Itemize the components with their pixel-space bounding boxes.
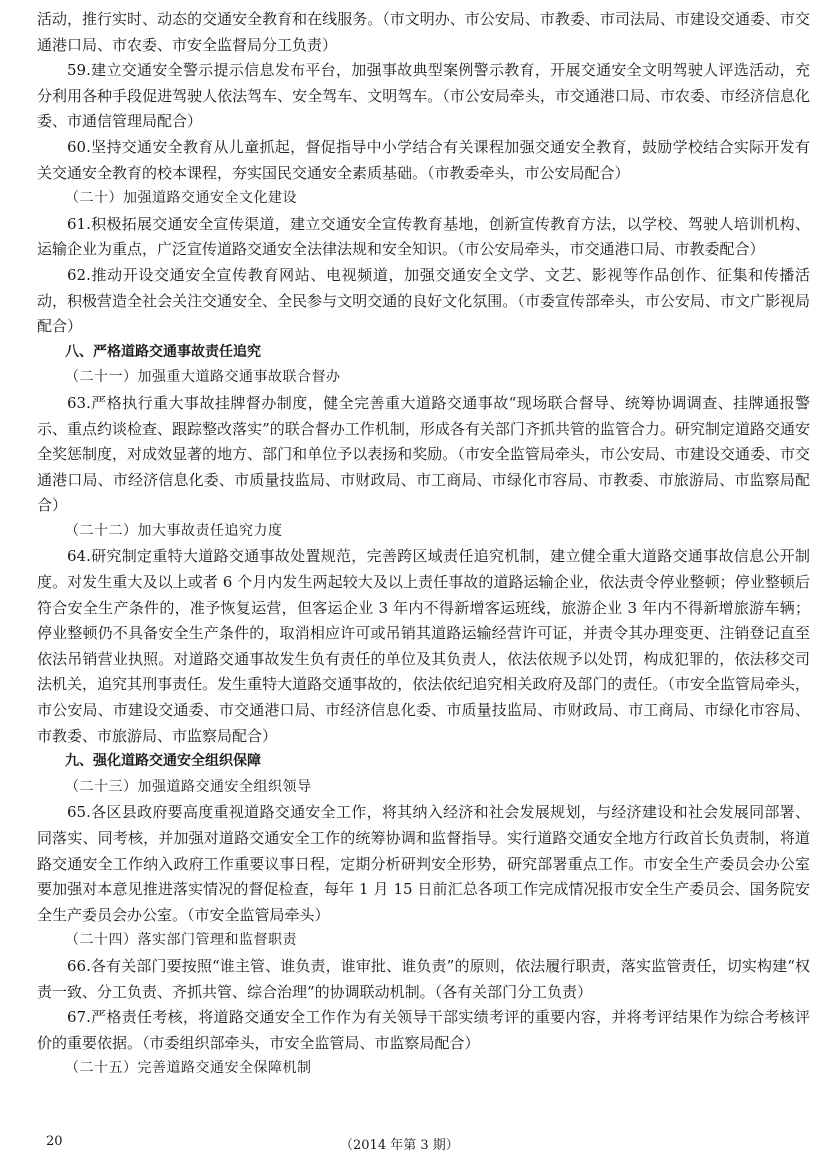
section-heading-9: 九、强化道路交通安全组织保障: [65, 753, 261, 770]
subheading-23: （二十三）加强道路交通安全组织领导: [65, 778, 312, 795]
subheading-21: （二十一）加强重大道路交通事故联合督办: [65, 369, 341, 386]
paragraph-59: 59.建立交通安全警示提示信息发布平台，加强事故典型案例警示教育，开展交通安全文明驾驶人评选活动，充分利用各种手段促进驾驶人依法驾车、安全驾车、文明驾车。（市公安局牵头，市交通港口局、市农委、市经济信息化委、市通信管理局配合）: [37, 61, 810, 131]
paragraph-65: 65.各区县政府要高度重视道路交通安全工作，将其纳入经济和社会发展规划，与经济建设和社会发展同部署、同落实、同考核，并加强对道路交通安全工作的统筹协调和监督指导。实行道路交通安全地方行政首长负责制，将道路交通安全工作纳入政府工作重要议事日程，定期分析研判安全形势，研究部署重点工作。市安全生产委员会办公室要加强对本意见推进落实情况的督促检查，每年 1 月 15 日前汇总各项工作完成情况报市安全生产委员会、国务院安全生产委员会办公室。（市安全监管局牵头）: [37, 803, 810, 924]
paragraph-64: 64.研究制定重特大道路交通事故处置规范，完善跨区域责任追究机制，建立健全重大道路交通事故信息公开制度。对发生重大及以上或者 6 个月内发生两起较大及以上责任事故的道路运输企业，依法责令停业整顿；停业整顿后符合安全生产条件的，准予恢复运营，但客运企业 3 年内不得新增客运班线，旅游企业 3 年内不得新增旅游车辆；停业整顿仍不具备安全生产条件的，取消相应许可或吊销其道路运输经营许可证，并责令其办理变更、注销登记直至依法吊销营业执照。对道路交通事故发生负有责任的单位及其负责人，依法依规予以处罚，构成犯罪的，依法移交司法机关，追究其刑事责任。发生重特大道路交通事故的，依法依纪追究相关政府及部门的责任。（市安全监管局牵头，市公安局、市建设交通委、市交通港口局、市经济信息化委、市质量技监局、市财政局、市工商局、市绿化市容局、市教委、市旅游局、市监察局配合）: [37, 547, 810, 745]
subheading-24: （二十四）落实部门管理和监督职责: [65, 932, 297, 949]
paragraph-67: 67.严格责任考核，将道路交通安全工作作为有关领导干部实绩考评的重要内容，并将考评结果作为综合考核评价的重要依据。（市委组织部牵头，市安全监管局、市监察局配合）: [37, 1008, 810, 1052]
subheading-20: （二十）加强道路交通安全文化建设: [65, 190, 297, 207]
paragraph: 活动，推行实时、动态的交通安全教育和在线服务。（市文明办、市公安局、市教委、市司法局、市建设交通委、市交通港口局、市农委、市安全监督局分工负责）: [37, 10, 810, 54]
document-body: [37, 7, 810, 1082]
paragraph-62: 62.推动开设交通安全宣传教育网站、电视频道，加强交通安全文学、文艺、影视等作品创作、征集和传播活动，积极营造全社会关注交通安全、全民参与文明交通的良好文化氛围。（市委宣传部牵头，市公安局、市文广影视局配合）: [37, 265, 810, 336]
subheading-25: （二十五）完善道路交通安全保障机制: [65, 1060, 312, 1077]
paragraph-60: 60.坚持交通安全教育从儿童抓起，督促指导中小学结合有关课程加强交通安全教育，鼓励学校结合实际开发有关交通安全教育的校本课程，夯实国民交通安全素质基础。（市教委牵头，市公安局配合）: [37, 137, 810, 182]
paragraph-61: 61.积极拓展交通安全宣传渠道，建立交通安全宣传教育基地，创新宣传教育方法，以学校、驾驶人培训机构、运输企业为重点，广泛宣传道路交通安全法律法规和安全知识。（市公安局牵头，市交通港口局、市教委配合）: [37, 214, 810, 259]
issue-label: （2014 年第 3 期）: [340, 1138, 459, 1153]
page-number: 20: [46, 1134, 63, 1149]
subheading-22: （二十二）加大事故责任追究力度: [65, 522, 283, 539]
section-heading-8: 八、严格道路交通事故责任追究: [65, 343, 261, 360]
paragraph-66: 66.各有关部门要按照“谁主管、谁负责，谁审批、谁负责”的原则，依法履行职责，落实监管责任，切实构建“权责一致、分工负责、齐抓共管、综合治理”的协调联动机制。（各有关部门分工负责）: [37, 956, 810, 1001]
paragraph-63: 63.严格执行重大事故挂牌督办制度，健全完善重大道路交通事故“现场联合督导、统筹协调调查、挂牌通报警示、重点约谈检查、跟踪整改落实”的联合督办工作机制，形成各有关部门齐抓共管的监管合力。研究制定道路交通安全奖惩制度，对成效显著的地方、部门和单位予以表扬和奖励。（市安全监管局牵头，市公安局、市建设交通委、市交通港口局、市经济信息化委、市质量技监局、市财政局、市工商局、市绿化市容局、市教委、市旅游局、市监察局配合）: [37, 393, 810, 515]
